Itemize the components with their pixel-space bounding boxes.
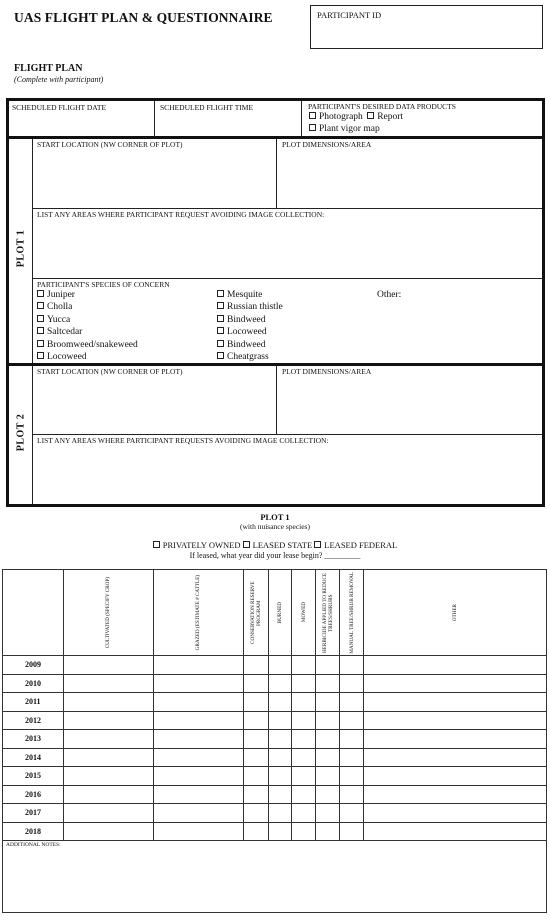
table-cell[interactable]: [364, 674, 547, 693]
land-use-history-table: [2, 569, 547, 913]
species-option[interactable]: Mesquite: [217, 289, 283, 301]
table-cell[interactable]: [364, 804, 547, 823]
checkbox[interactable]: [217, 352, 224, 359]
plot2-start-location-field[interactable]: [33, 366, 277, 435]
plant-vigor-map-option[interactable]: Plant vigor map: [309, 124, 380, 134]
plot2-avoid-areas-label: LIST ANY AREAS WHERE PARTICIPANT REQUESTS AVOIDING IMAGE COLLECTION:: [37, 436, 329, 445]
column-header: HERBICIDE APPLIED TO REDUCE TREES/SHRUBS: [316, 570, 340, 656]
year-cell: 2010: [3, 674, 64, 693]
table-cell[interactable]: [63, 674, 153, 693]
checkbox[interactable]: [217, 290, 224, 297]
participant-id-field[interactable]: [310, 5, 543, 49]
species-option[interactable]: Cholla: [37, 301, 138, 313]
privately-owned-option[interactable]: PRIVATELY OWNED: [153, 540, 241, 550]
table-cell[interactable]: [243, 748, 268, 767]
table-cell[interactable]: [268, 730, 292, 749]
table-cell[interactable]: [340, 748, 364, 767]
table-row: [3, 693, 547, 712]
table-cell[interactable]: [268, 822, 292, 841]
year-cell: 2013: [3, 730, 64, 749]
checkbox[interactable]: [37, 340, 44, 347]
page-title: UAS FLIGHT PLAN & QUESTIONNAIRE: [14, 10, 273, 25]
leased-state-option[interactable]: LEASED STATE: [243, 540, 313, 550]
column-header: MANUAL TREE/SHRUB REMOVAL: [340, 570, 364, 656]
table-cell[interactable]: [153, 693, 243, 712]
leased-federal-option[interactable]: LEASED FEDERAL: [314, 540, 397, 550]
table-cell[interactable]: [316, 730, 340, 749]
table-cell[interactable]: [364, 748, 547, 767]
table-cell[interactable]: [153, 822, 243, 841]
table-cell[interactable]: [292, 748, 316, 767]
checkbox[interactable]: [314, 541, 321, 548]
table-cell[interactable]: [243, 785, 268, 804]
checkbox[interactable]: [153, 541, 160, 548]
table-cell[interactable]: [268, 767, 292, 786]
table-row: [3, 767, 547, 786]
table-cell[interactable]: [153, 656, 243, 675]
table-cell[interactable]: [63, 711, 153, 730]
participant-id-label: PARTICIPANT ID: [317, 10, 382, 20]
plot2-dimensions-field[interactable]: [277, 366, 542, 435]
table-cell[interactable]: [268, 711, 292, 730]
table-cell[interactable]: [340, 674, 364, 693]
notes-row: [3, 841, 547, 913]
plot1-label: PLOT 1: [15, 229, 27, 268]
table-cell[interactable]: [292, 656, 316, 675]
species-option[interactable]: Locoweed: [217, 326, 283, 338]
table-cell[interactable]: [292, 804, 316, 823]
table-cell[interactable]: [364, 693, 547, 712]
species-option[interactable]: Bindweed: [217, 339, 283, 351]
table-cell[interactable]: [364, 767, 547, 786]
column-header: OTHER: [364, 570, 547, 656]
species-option[interactable]: Saltcedar: [37, 326, 138, 338]
table-cell[interactable]: [316, 711, 340, 730]
plot1-dimensions-label: PLOT DIMENSIONS/AREA: [282, 140, 372, 149]
year-cell: 2015: [3, 767, 64, 786]
checkbox[interactable]: [217, 315, 224, 322]
table-cell[interactable]: [243, 767, 268, 786]
plot2-dimensions-label: PLOT DIMENSIONS/AREA: [282, 367, 372, 376]
table-cell[interactable]: [340, 785, 364, 804]
table-cell[interactable]: [316, 693, 340, 712]
plot1-start-location-field[interactable]: [33, 139, 277, 209]
column-header: GRAZED (ESTIMATE # CATTLE): [153, 570, 243, 656]
column-header: CULTIVATED (SPECIFY CROP): [63, 570, 153, 656]
table-cell[interactable]: [268, 693, 292, 712]
species-column-1: [37, 289, 138, 363]
year-cell: 2014: [3, 748, 64, 767]
table-cell[interactable]: [316, 785, 340, 804]
data-products-field: [302, 101, 542, 136]
plot1-avoid-areas-field[interactable]: [33, 209, 542, 279]
species-option[interactable]: Juniper: [37, 289, 138, 301]
table-cell[interactable]: [243, 822, 268, 841]
table-cell[interactable]: [364, 730, 547, 749]
table-cell[interactable]: [268, 674, 292, 693]
scheduled-date-label: SCHEDULED FLIGHT DATE: [12, 103, 107, 112]
table-cell[interactable]: [243, 711, 268, 730]
checkbox[interactable]: [37, 327, 44, 334]
header-corner-cell: [3, 570, 64, 656]
table-cell[interactable]: [292, 693, 316, 712]
year-cell: 2009: [3, 656, 64, 675]
table-cell[interactable]: [316, 804, 340, 823]
table-cell[interactable]: [153, 785, 243, 804]
species-option[interactable]: Broomweed/snakeweed: [37, 339, 138, 351]
plot1-avoid-areas-label: LIST ANY AREAS WHERE PARTICIPANT REQUEST AVOIDING IMAGE COLLECTION:: [37, 210, 325, 219]
checkbox[interactable]: [217, 340, 224, 347]
checkbox[interactable]: [37, 352, 44, 359]
plot2-label: PLOT 2: [15, 413, 27, 452]
table-cell[interactable]: [316, 767, 340, 786]
table-cell[interactable]: [292, 785, 316, 804]
table-cell[interactable]: [153, 674, 243, 693]
table-cell[interactable]: [268, 785, 292, 804]
checkbox[interactable]: [309, 112, 316, 119]
column-header: MOWED: [292, 570, 316, 656]
year-cell: 2016: [3, 785, 64, 804]
table-cell[interactable]: [292, 730, 316, 749]
table-cell[interactable]: [340, 711, 364, 730]
table-cell[interactable]: [63, 730, 153, 749]
species-option[interactable]: Bindweed: [217, 314, 283, 326]
table-cell[interactable]: [292, 711, 316, 730]
data-products-label: PARTICIPANT'S DESIRED DATA PRODUCTS: [308, 102, 456, 111]
table-row: [3, 711, 547, 730]
species-label: PARTICIPANT'S SPECIES OF CONCERN: [37, 280, 170, 289]
checkbox[interactable]: [37, 302, 44, 309]
checkbox[interactable]: [367, 112, 374, 119]
table-cell[interactable]: [153, 767, 243, 786]
column-header: BURNED: [268, 570, 292, 656]
scheduled-time-field[interactable]: [155, 101, 302, 136]
table-cell[interactable]: [292, 674, 316, 693]
table-cell[interactable]: [153, 748, 243, 767]
table-cell[interactable]: [63, 767, 153, 786]
table-cell[interactable]: [364, 711, 547, 730]
species-of-concern: [33, 279, 542, 363]
table-cell[interactable]: [340, 693, 364, 712]
species-column-2: [217, 289, 283, 363]
table-cell[interactable]: [63, 748, 153, 767]
table-cell[interactable]: [63, 785, 153, 804]
table-cell[interactable]: [364, 822, 547, 841]
year-cell: 2011: [3, 693, 64, 712]
table-cell[interactable]: [364, 785, 547, 804]
plot2-start-location-label: START LOCATION (NW CORNER OF PLOT): [37, 367, 183, 376]
checkbox[interactable]: [217, 302, 224, 309]
table-cell[interactable]: [243, 804, 268, 823]
table-cell[interactable]: [153, 730, 243, 749]
year-cell: 2012: [3, 711, 64, 730]
table-row: [3, 674, 547, 693]
scheduled-date-field[interactable]: [9, 101, 155, 136]
table-row: [3, 785, 547, 804]
table-cell[interactable]: [292, 767, 316, 786]
table-row: [3, 730, 547, 749]
checkbox[interactable]: [37, 315, 44, 322]
table-cell[interactable]: [340, 822, 364, 841]
table-cell[interactable]: [340, 767, 364, 786]
checkbox[interactable]: [37, 290, 44, 297]
scheduled-time-label: SCHEDULED FLIGHT TIME: [160, 103, 254, 112]
table-cell[interactable]: [243, 656, 268, 675]
table-cell[interactable]: [340, 656, 364, 675]
report-option[interactable]: Report: [367, 112, 403, 122]
history-subtitle: (with nuisance species): [240, 522, 310, 531]
table-row: [3, 748, 547, 767]
flight-plan-subtitle: (Complete with participant): [14, 75, 104, 84]
plot2-avoid-areas-field[interactable]: [33, 435, 542, 504]
table-row: [3, 656, 547, 675]
table-cell[interactable]: [63, 822, 153, 841]
table-cell[interactable]: [243, 693, 268, 712]
species-other-label: Other:: [377, 290, 402, 300]
table-cell[interactable]: [243, 730, 268, 749]
table-cell[interactable]: [243, 674, 268, 693]
table-cell[interactable]: [292, 822, 316, 841]
table-cell[interactable]: [153, 711, 243, 730]
species-option[interactable]: Locoweed: [37, 351, 138, 363]
checkbox[interactable]: [309, 124, 316, 131]
checkbox[interactable]: [217, 327, 224, 334]
species-option[interactable]: Yucca: [37, 314, 138, 326]
additional-notes-label: ADDITIONAL NOTES:: [6, 842, 61, 848]
history-title: PLOT 1: [260, 512, 290, 522]
table-row: [3, 804, 547, 823]
table-cell[interactable]: [316, 656, 340, 675]
table-cell[interactable]: [268, 804, 292, 823]
table-cell[interactable]: [63, 693, 153, 712]
table-cell[interactable]: [268, 656, 292, 675]
table-header-row: [3, 570, 547, 656]
plot2-label-column: [9, 366, 33, 504]
table-cell[interactable]: [63, 656, 153, 675]
additional-notes-field[interactable]: [3, 841, 547, 913]
table-cell[interactable]: [364, 656, 547, 675]
species-option[interactable]: Russian thistle: [217, 301, 283, 313]
photograph-option[interactable]: Photograph: [309, 112, 363, 122]
plot1-label-column: [9, 139, 33, 363]
year-cell: 2018: [3, 822, 64, 841]
table-row: [3, 822, 547, 841]
plot1-start-location-label: START LOCATION (NW CORNER OF PLOT): [37, 140, 183, 149]
column-header: CONSERVATION RESERVE PROGRAM: [243, 570, 268, 656]
table-cell[interactable]: [268, 748, 292, 767]
flight-plan-title: FLIGHT PLAN: [14, 63, 83, 74]
table-cell[interactable]: [340, 730, 364, 749]
table-cell[interactable]: [316, 674, 340, 693]
species-option[interactable]: Cheatgrass: [217, 351, 283, 363]
table-cell[interactable]: [316, 822, 340, 841]
ownership-options: [0, 540, 550, 550]
lease-question: If leased, what year did your lease begin? _________: [189, 551, 361, 560]
table-cell[interactable]: [63, 804, 153, 823]
table-cell[interactable]: [316, 748, 340, 767]
plot1-dimensions-field[interactable]: [277, 139, 542, 209]
table-cell[interactable]: [340, 804, 364, 823]
year-cell: 2017: [3, 804, 64, 823]
table-cell[interactable]: [153, 804, 243, 823]
checkbox[interactable]: [243, 541, 250, 548]
